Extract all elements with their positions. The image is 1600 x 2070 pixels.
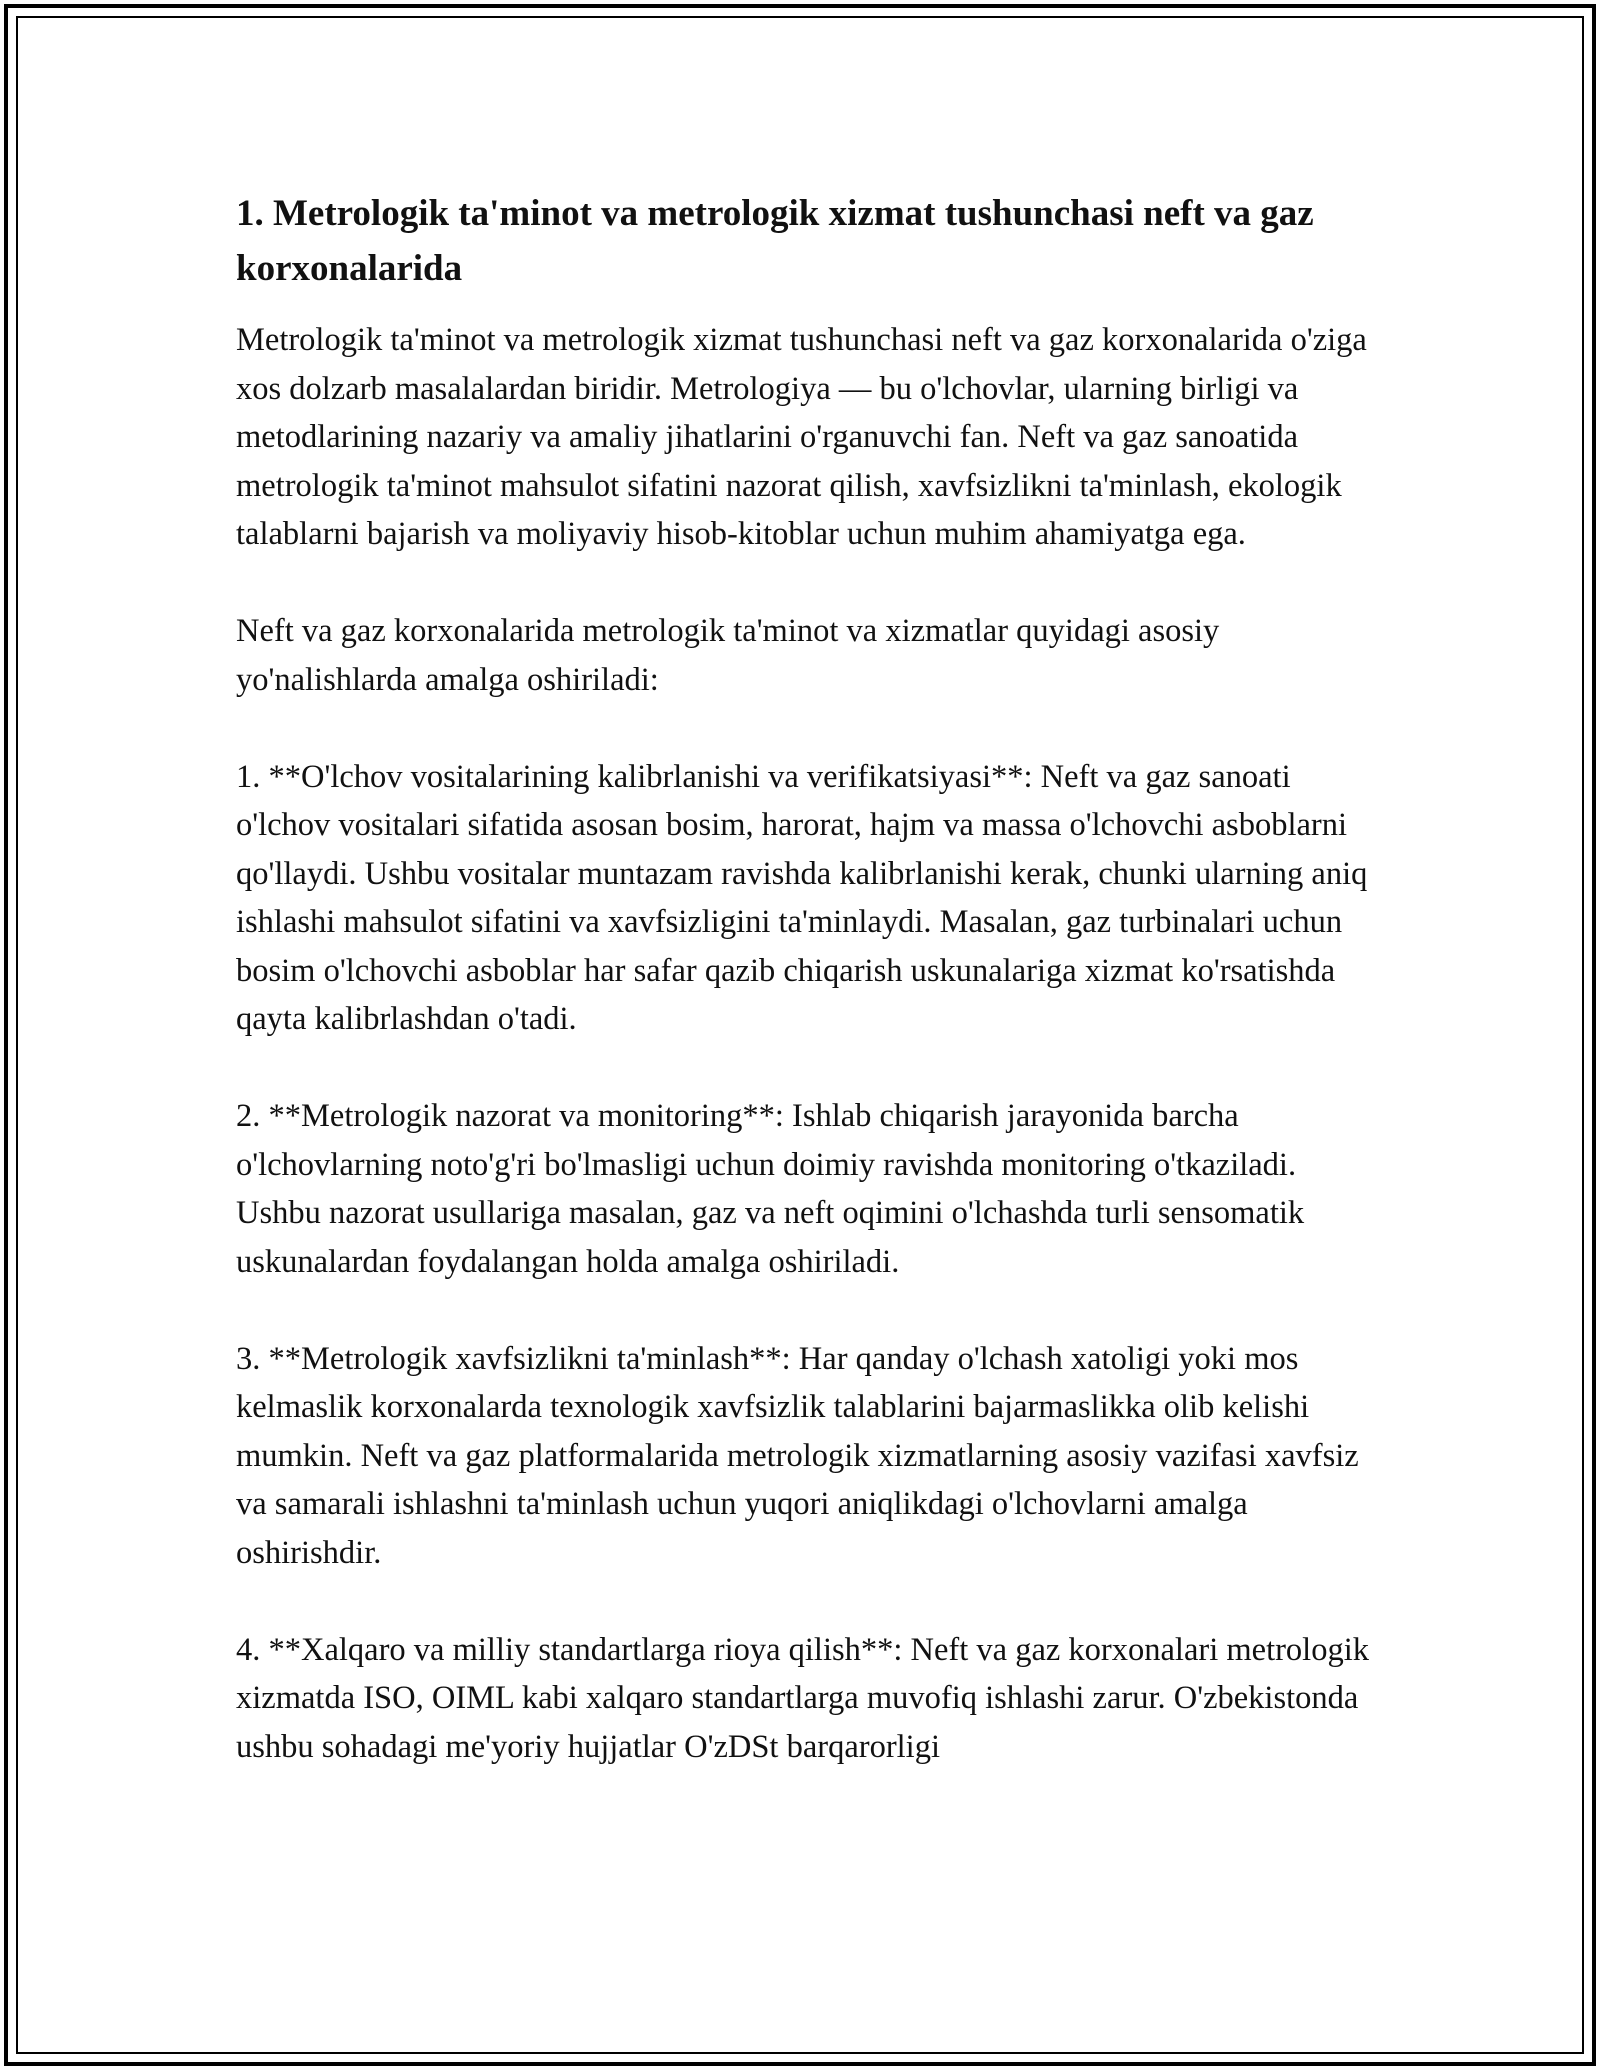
list-item-calibration: 1. **O'lchov vositalarining kalibrlanishi va verifikatsiyasi**: Neft va gaz sanoati o'lchov vositalari sifatida asosan bosim, harorat, hajm va massa o'lchovchi asboblarni qo'llaydi. Ushbu vositalar muntazam ravishda kalibrlanishi kerak, chunki ularning aniq ishlashi mahsulot sifatini va xavfsizligini ta'minlaydi. Masalan, gaz turbinalari uchun bosim o'lchovchi asboblar har safar qazib chiqarish uskunalariga xizmat ko'rsatishda qayta kalibrlashdan o'tadi. [236,758,1368,1037]
list-item-monitoring: 2. **Metrologik nazorat va monitoring**: Ishlab chiqarish jarayonida barcha o'lchovlarning noto'g'ri bo'lmasligi uchun doimiy ravishda monitoring o'tkaziladi. Ushbu nazorat usullariga masalan, gaz va neft oqimini o'lchashda turli sensomatik uskunalardan foydalangan holda amalga oshiriladi. [236,1098,1305,1280]
intro-paragraph: Metrologik ta'minot va metrologik xizmat tushunchasi neft va gaz korxonalarida o'ziga xos dolzarb masalalardan biridir. Metrologiya — bu o'lchovlar, ularning birligi va metodlarining nazariy va amaliy jihatlarini o'rganuvchi fan. Neft va gaz sanoatida metrologik ta'minot mahsulot sifatini nazorat qilish, xavfsizlikni ta'minlash, ekologik talablarni bajarish va moliyaviy hisob-kitoblar uchun muhim ahamiyatga ega. [236,322,1367,552]
directions-intro-paragraph: Neft va gaz korxonalarida metrologik ta'minot va xizmatlar quyidagi asosiy yo'nalishlarda amalga oshiriladi: [236,613,1220,698]
document-body [236,186,1376,1820]
list-item-safety: 3. **Metrologik xavfsizlikni ta'minlash**: Har qanday o'lchash xatoligi yoki mos kelmaslik korxonalarda texnologik xavfsizlik talablarini bajarmaslikka olib kelishi mumkin. Neft va gaz platformalarida metrologik xizmatlarning asosiy vazifasi xavfsiz va samarali ishlashni ta'minlash uchun yuqori aniqlikdagi o'lchovlarni amalga oshirishdir. [236,1340,1359,1571]
section-heading: 1. Metrologik ta'minot va metrologik xizmat tushunchasi neft va gaz korxonalarida [236,193,1314,289]
list-item-standards: 4. **Xalqaro va milliy standartlarga rioya qilish**: Neft va gaz korxonalari metrologik xizmatda ISO, OIML kabi xalqaro standartlarga muvofiq ishlashi zarur. O'zbekistonda ushbu sohadagi me'yoriy hujjatlar O'zDSt barqarorligi [236,1631,1369,1765]
